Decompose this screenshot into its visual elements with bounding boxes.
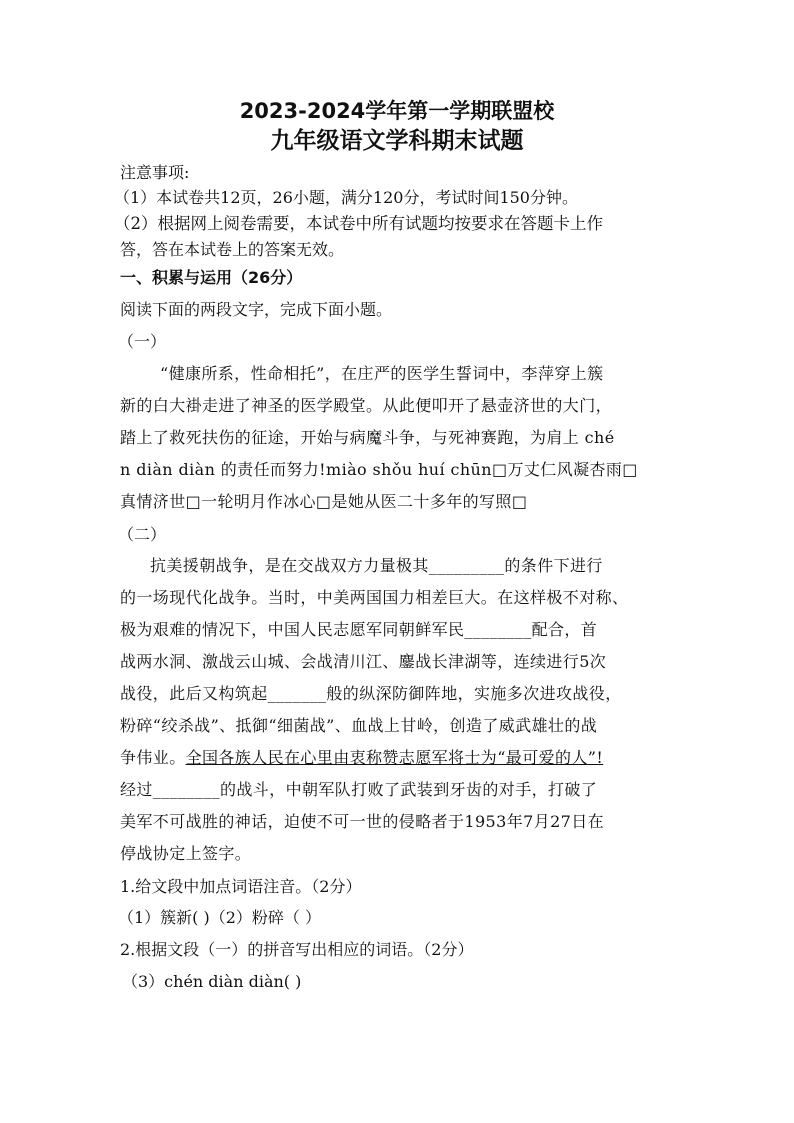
part2-line-2: 的一场现代化战争。当时，中美两国国力相差巨大。在这样极不对称、 bbox=[120, 588, 629, 607]
section-heading: 一、积累与运用（26分） bbox=[120, 268, 303, 287]
part1-line-3: 踏上了救死扶伤的征途，开始与病魔斗争，与死神赛跑，为肩上 ché bbox=[120, 428, 615, 447]
question-2-items: （3）chén diàn diàn( ) bbox=[122, 972, 302, 991]
part1-line-1: “健康所系，性命相托”，在庄严的医学生誓词中，李萍穿上簇 bbox=[160, 364, 604, 383]
part2-line-8: 经过________的战斗，中朝军队打败了武装到牙齿的对手，打破了 bbox=[120, 780, 598, 799]
part1-line-4: n diàn diàn 的责任而努力!miào shǒu huí chūn□万丈仁风凝杏雨□ bbox=[120, 460, 638, 479]
part2-line-6: 粉碎“绞杀战”、抵御“细菌战”、血战上甘岭，创造了威武雄壮的战 bbox=[120, 716, 598, 735]
part2-line-3: 极为艰难的情况下，中国人民志愿军同朝鲜军民________配合，首 bbox=[120, 620, 598, 639]
part2-line-5: 战役，此后又构筑起_______般的纵深防御阵地，实施多次进攻战役， bbox=[120, 684, 622, 703]
part2-line-4: 战两水洞、激战云山城、会战清川江、鏖战长津湖等，连续进行5次 bbox=[120, 652, 607, 671]
underlined-sentence: 全国各族人民在心里由衷称赞志愿军将士为“最可爱的人”! bbox=[185, 748, 604, 767]
notes-item-2a: （2）根据网上阅卷需要，本试卷中所有试题均按要求在答题卡上作 bbox=[114, 214, 603, 233]
part2-line-1: 抗美援朝战争，是在交战双方力量极其_________的条件下进行 bbox=[150, 556, 603, 575]
notes-heading: 注意事项: bbox=[120, 163, 190, 182]
section-instruction: 阅读下面的两段文字，完成下面小题。 bbox=[120, 300, 393, 319]
notes-item-2b: 答，答在本试卷上的答案无效。 bbox=[120, 240, 345, 259]
part1-label: （一） bbox=[118, 332, 167, 351]
question-1: 1.给文段中加点词语注音。（2分） bbox=[120, 877, 362, 896]
part1-line-5: 真情济世□一轮明月作冰心□是她从医二十多年的写照□ bbox=[120, 492, 528, 511]
exam-title-line1: 2023-2024学年第一学期联盟校 bbox=[239, 99, 555, 123]
part2-label: （二） bbox=[118, 525, 167, 544]
question-2: 2.根据文段（一）的拼音写出相应的词语。（2分） bbox=[120, 940, 474, 959]
notes-item-1: （1）本试卷共12页，26小题，满分120分，考试时间150分钟。 bbox=[114, 188, 578, 207]
part2-line-10: 停战协定上签字。 bbox=[120, 844, 252, 863]
part2-line-9: 美军不可战胜的神话，迫使不可一世的侵略者于1953年7月27日在 bbox=[120, 812, 605, 831]
part2-line-7 bbox=[120, 748, 690, 768]
question-1-items: （1）簇新( )（2）粉碎（ ） bbox=[118, 908, 322, 927]
part1-line-2: 新的白大褂走进了神圣的医学殿堂。从此便叩开了悬壶济世的大门， bbox=[120, 396, 613, 415]
exam-title-line2: 九年级语文学科期末试题 bbox=[270, 128, 524, 154]
part2-line-7-text: 争伟业。 bbox=[120, 748, 186, 767]
